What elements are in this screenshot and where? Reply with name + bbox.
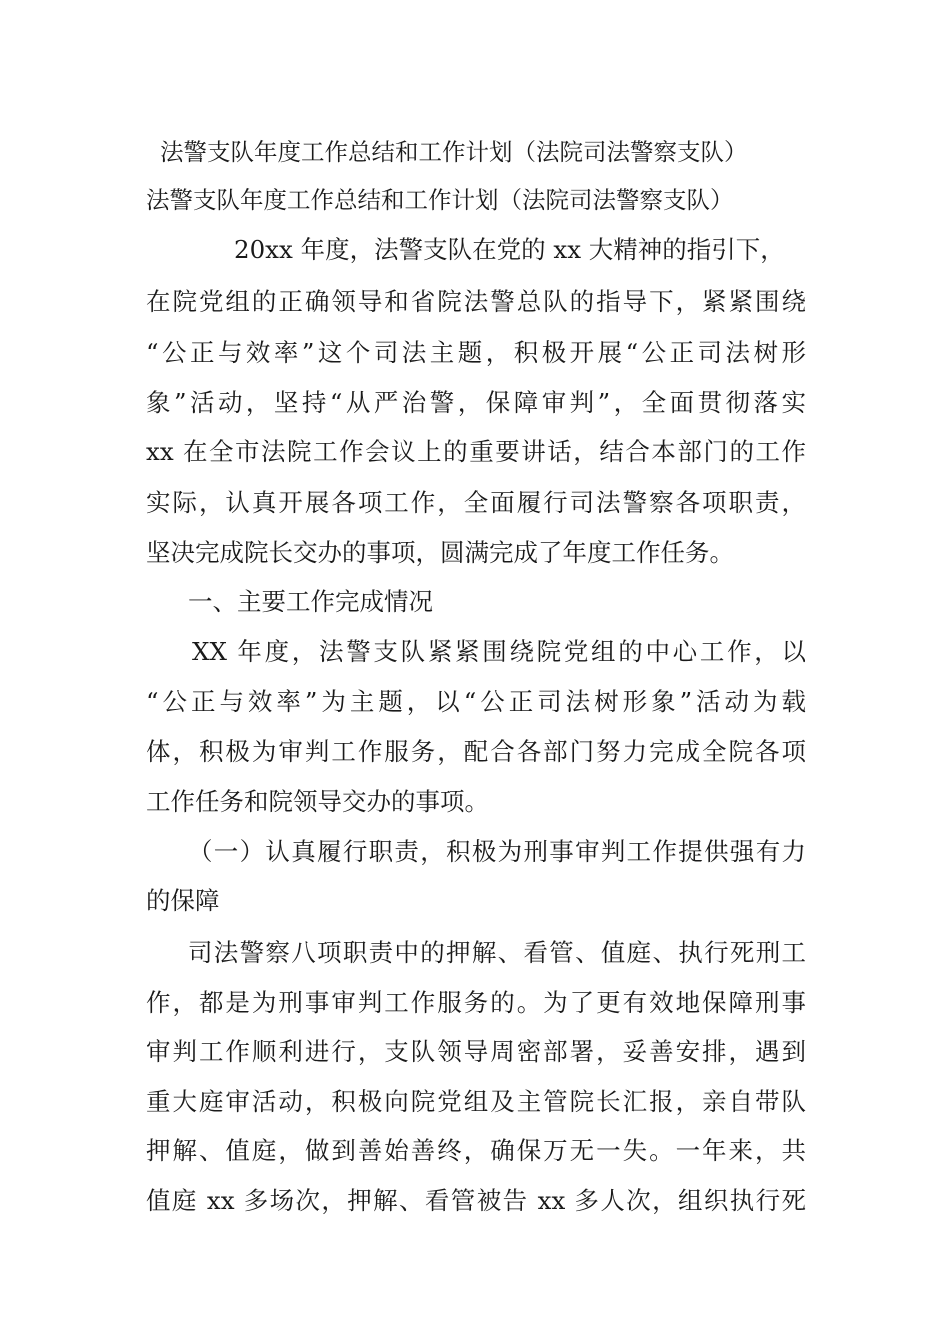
- subsection-1-heading-line-2: 的保障: [146, 886, 220, 915]
- subsection-1-heading-line-1: （一）认真履行职责，积极为刑事审判工作提供强有力: [188, 837, 806, 866]
- paragraph-3-line-6: 值庭 xx 多场次，押解、看管被告 xx 多人次，组织执行死: [146, 1186, 806, 1215]
- paragraph-1-line-2: 在院党组的正确领导和省院法警总队的指导下，紧紧围绕: [146, 287, 806, 316]
- paragraph-2-line-3: 体，积极为审判工作服务，配合各部门努力完成全院各项: [146, 737, 806, 766]
- paragraph-1-line-7: 坚决完成院长交办的事项，圆满完成了年度工作任务。: [146, 538, 734, 567]
- paragraph-3-line-4: 重大庭审活动，积极向院党组及主管院长汇报，亲自带队: [146, 1087, 806, 1116]
- paragraph-1-line-1: 20xx 年度，法警支队在党的 xx 大精神的指引下，: [234, 235, 785, 264]
- document-subtitle: 法警支队年度工作总结和工作计划（法院司法警察支队）: [146, 186, 734, 214]
- paragraph-2-line-2: “公正与效率”为主题，以“公正司法树形象”活动为载: [146, 687, 806, 716]
- paragraph-1-line-4: 象”活动，坚持“从严治警，保障审判”，全面贯彻落实: [146, 388, 806, 417]
- paragraph-1-line-3: “公正与效率”这个司法主题，积极开展“公正司法树形: [146, 338, 806, 367]
- section-1-heading: 一、主要工作完成情况: [188, 587, 433, 616]
- paragraph-3-line-1: 司法警察八项职责中的押解、看管、值庭、执行死刑工: [188, 938, 806, 967]
- document-title: 法警支队年度工作总结和工作计划（法院司法警察支队）: [160, 138, 748, 166]
- paragraph-2-line-1: XX 年度，法警支队紧紧围绕院党组的中心工作，以: [192, 637, 806, 666]
- paragraph-1-line-5: xx 在全市法院工作会议上的重要讲话，结合本部门的工作: [146, 437, 806, 466]
- paragraph-3-line-2: 作，都是为刑事审判工作服务的。为了更有效地保障刑事: [146, 988, 806, 1017]
- paragraph-1-line-6: 实际，认真开展各项工作，全面履行司法警察各项职责，: [146, 488, 806, 517]
- paragraph-2-line-4: 工作任务和院领导交办的事项。: [146, 787, 489, 816]
- paragraph-3-line-5: 押解、值庭，做到善始善终，确保万无一失。一年来，共: [146, 1136, 806, 1165]
- paragraph-3-line-3: 审判工作顺利进行，支队领导周密部署，妥善安排，遇到: [146, 1037, 806, 1066]
